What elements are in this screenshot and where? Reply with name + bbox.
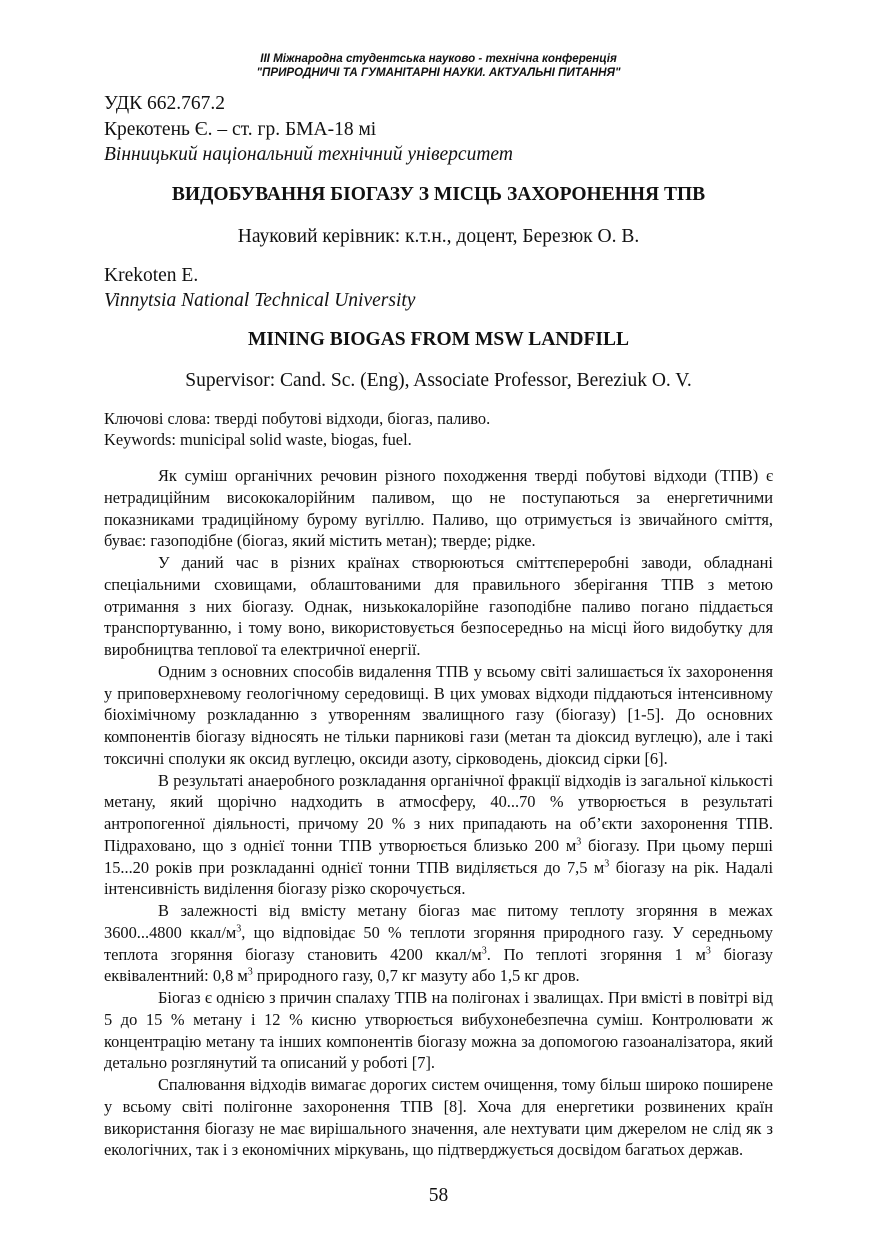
text-segment: природного газу, 0,7 кг мазуту або 1,5 кг дров.: [252, 966, 580, 986]
superscript: 3: [481, 945, 487, 957]
author-ua: Крекотень Є. – ст. гр. БМА-18 мі: [104, 119, 377, 140]
paragraph-6: Біогаз є однією з причин спалаху ТПВ на полігонах і звалищах. При вмісті в повітрі від 5 до 15 % метану і 12 % кисню утворюється вибухонебезпечна суміш. Контролювати ж концентрацію метану та інших компонентів біогазу можна за допомогою газоаналізатора, який детально розглянутий та описаний у роботі [7].: [104, 988, 773, 1073]
udc-code: УДК 662.767.2: [104, 93, 226, 114]
superscript: 3: [604, 858, 610, 870]
keywords-en: Keywords: municipal solid waste, biogas, fuel.: [104, 430, 412, 449]
body-text: [104, 465, 773, 1161]
conference-header: [0, 52, 877, 80]
author-en: Krekoten E.: [104, 265, 199, 286]
text-segment: біогазу на рік. Надалі інтенсивність виділення біогазу різко скорочується.: [104, 857, 773, 899]
paragraph-1: Як суміш органічних речовин різного походження тверді побутові відходи (ТПВ) є нетрадиційним висококалорійним паливом, що не поступаються за енергетичними показниками традиційному бурому вугіллю. Паливо, що отримується із звичайного сміття, буває: газоподібне (біогаз, який містить метан); тверде; рідке.: [104, 466, 773, 551]
conference-title-line2: "ПРИРОДНИЧІ ТА ГУМАНІТАРНІ НАУКИ. АКТУАЛЬНІ ПИТАННЯ": [256, 66, 621, 79]
text-segment: В залежності від вмісту метану біогаз має питому теплоту згоряння в межах 3600...4800 ккал/м: [104, 901, 773, 942]
text-segment: біогазу еквівалентний: 0,8 м: [104, 944, 773, 986]
superscript: 3: [576, 836, 582, 848]
superscript: 3: [705, 945, 711, 957]
superscript: 3: [247, 966, 253, 978]
paper-title-ua: ВИДОБУВАННЯ БІОГАЗУ З МІСЦЬ ЗАХОРОНЕННЯ ТПВ: [171, 184, 706, 205]
text-segment: біогазу. При цьому перші 15...20 років при розкладанні однієї тонни ТПВ виділяється до 7,5 м: [104, 835, 773, 877]
paper-title-en: MINING BIOGAS FROM MSW LANDFILL: [247, 329, 629, 350]
paragraph-4: [104, 770, 773, 901]
affiliation-ua: Вінницький національний технічний університет: [104, 144, 513, 165]
affiliation-en: Vinnytsia National Technical University: [104, 290, 416, 311]
keywords-ua: Ключові слова: тверді побутові відходи, біогаз, паливо.: [104, 409, 491, 428]
text-segment: . По теплоті згоряння 1 м: [486, 944, 706, 964]
paragraph-3: Одним з основних способів видалення ТПВ у всьому світі залишається їх захоронення у приповерхневому геологічному середовищі. В цих умовах відходи піддаються інтенсивному біохімічному розкладанню з утворенням звалищного газу (біогазу) [1-5]. До основних компонентів біогазу відносять не тільки парникові гази (метан та діоксид вуглецю), але і такі токсичні сполуки як оксид вуглецю, оксиди азоту, сірководень, діоксид сірки [6].: [104, 661, 773, 768]
paragraph-2: У даний час в різних країнах створюються сміттєпереробні заводи, обладнані спеціальними сховищами, облаштованими для правильного зберігання ТПВ з метою отримання з них біогазу. Однак, низькокалорійне газоподібне паливо погано піддається транспортуванню, і тому воно, використовується безпосередньо на місці його видобутку для виробництва теплової та електричної енергії.: [104, 553, 773, 659]
supervisor-en: Supervisor: Cand. Sc. (Eng), Associate Professor, Bereziuk O. V.: [185, 370, 692, 391]
supervisor-ua: Науковий керівник: к.т.н., доцент, Березюк О. В.: [237, 226, 640, 247]
text-segment: В результаті анаеробного розкладання органічної фракції відходів із загальної кількості метану, який щорічно надходить в атмосферу, 40...70 % утворюється в результаті антропогенної діяльності, причому 20 % з них припадають на об’єкти захоронення ТПВ. Підраховано, що з однієї тонни ТПВ утворюється близько 200 м: [104, 770, 773, 855]
conference-title-line1: III Міжнародна студентська науково - технічна конференція: [260, 52, 617, 65]
page-number: 58: [428, 1185, 449, 1206]
paragraph-5: [104, 900, 773, 987]
superscript: 3: [236, 923, 242, 935]
paragraph-7: Спалювання відходів вимагає дорогих систем очищення, тому більш широко поширене у всьому світі полігонне захоронення ТПВ [8]. Хоча для енергетики розвинених країн використання біогазу не має вирішального значення, але нехтувати цим джерелом не слід як з екологічних, так і з економічних міркувань, що підтверджується досвідом багатьох держав.: [104, 1075, 773, 1160]
text-segment: , що відповідає 50 % теплоти згоряння природного газу. У середньому теплота згоряння біогазу становить 4200 ккал/м: [104, 922, 773, 964]
